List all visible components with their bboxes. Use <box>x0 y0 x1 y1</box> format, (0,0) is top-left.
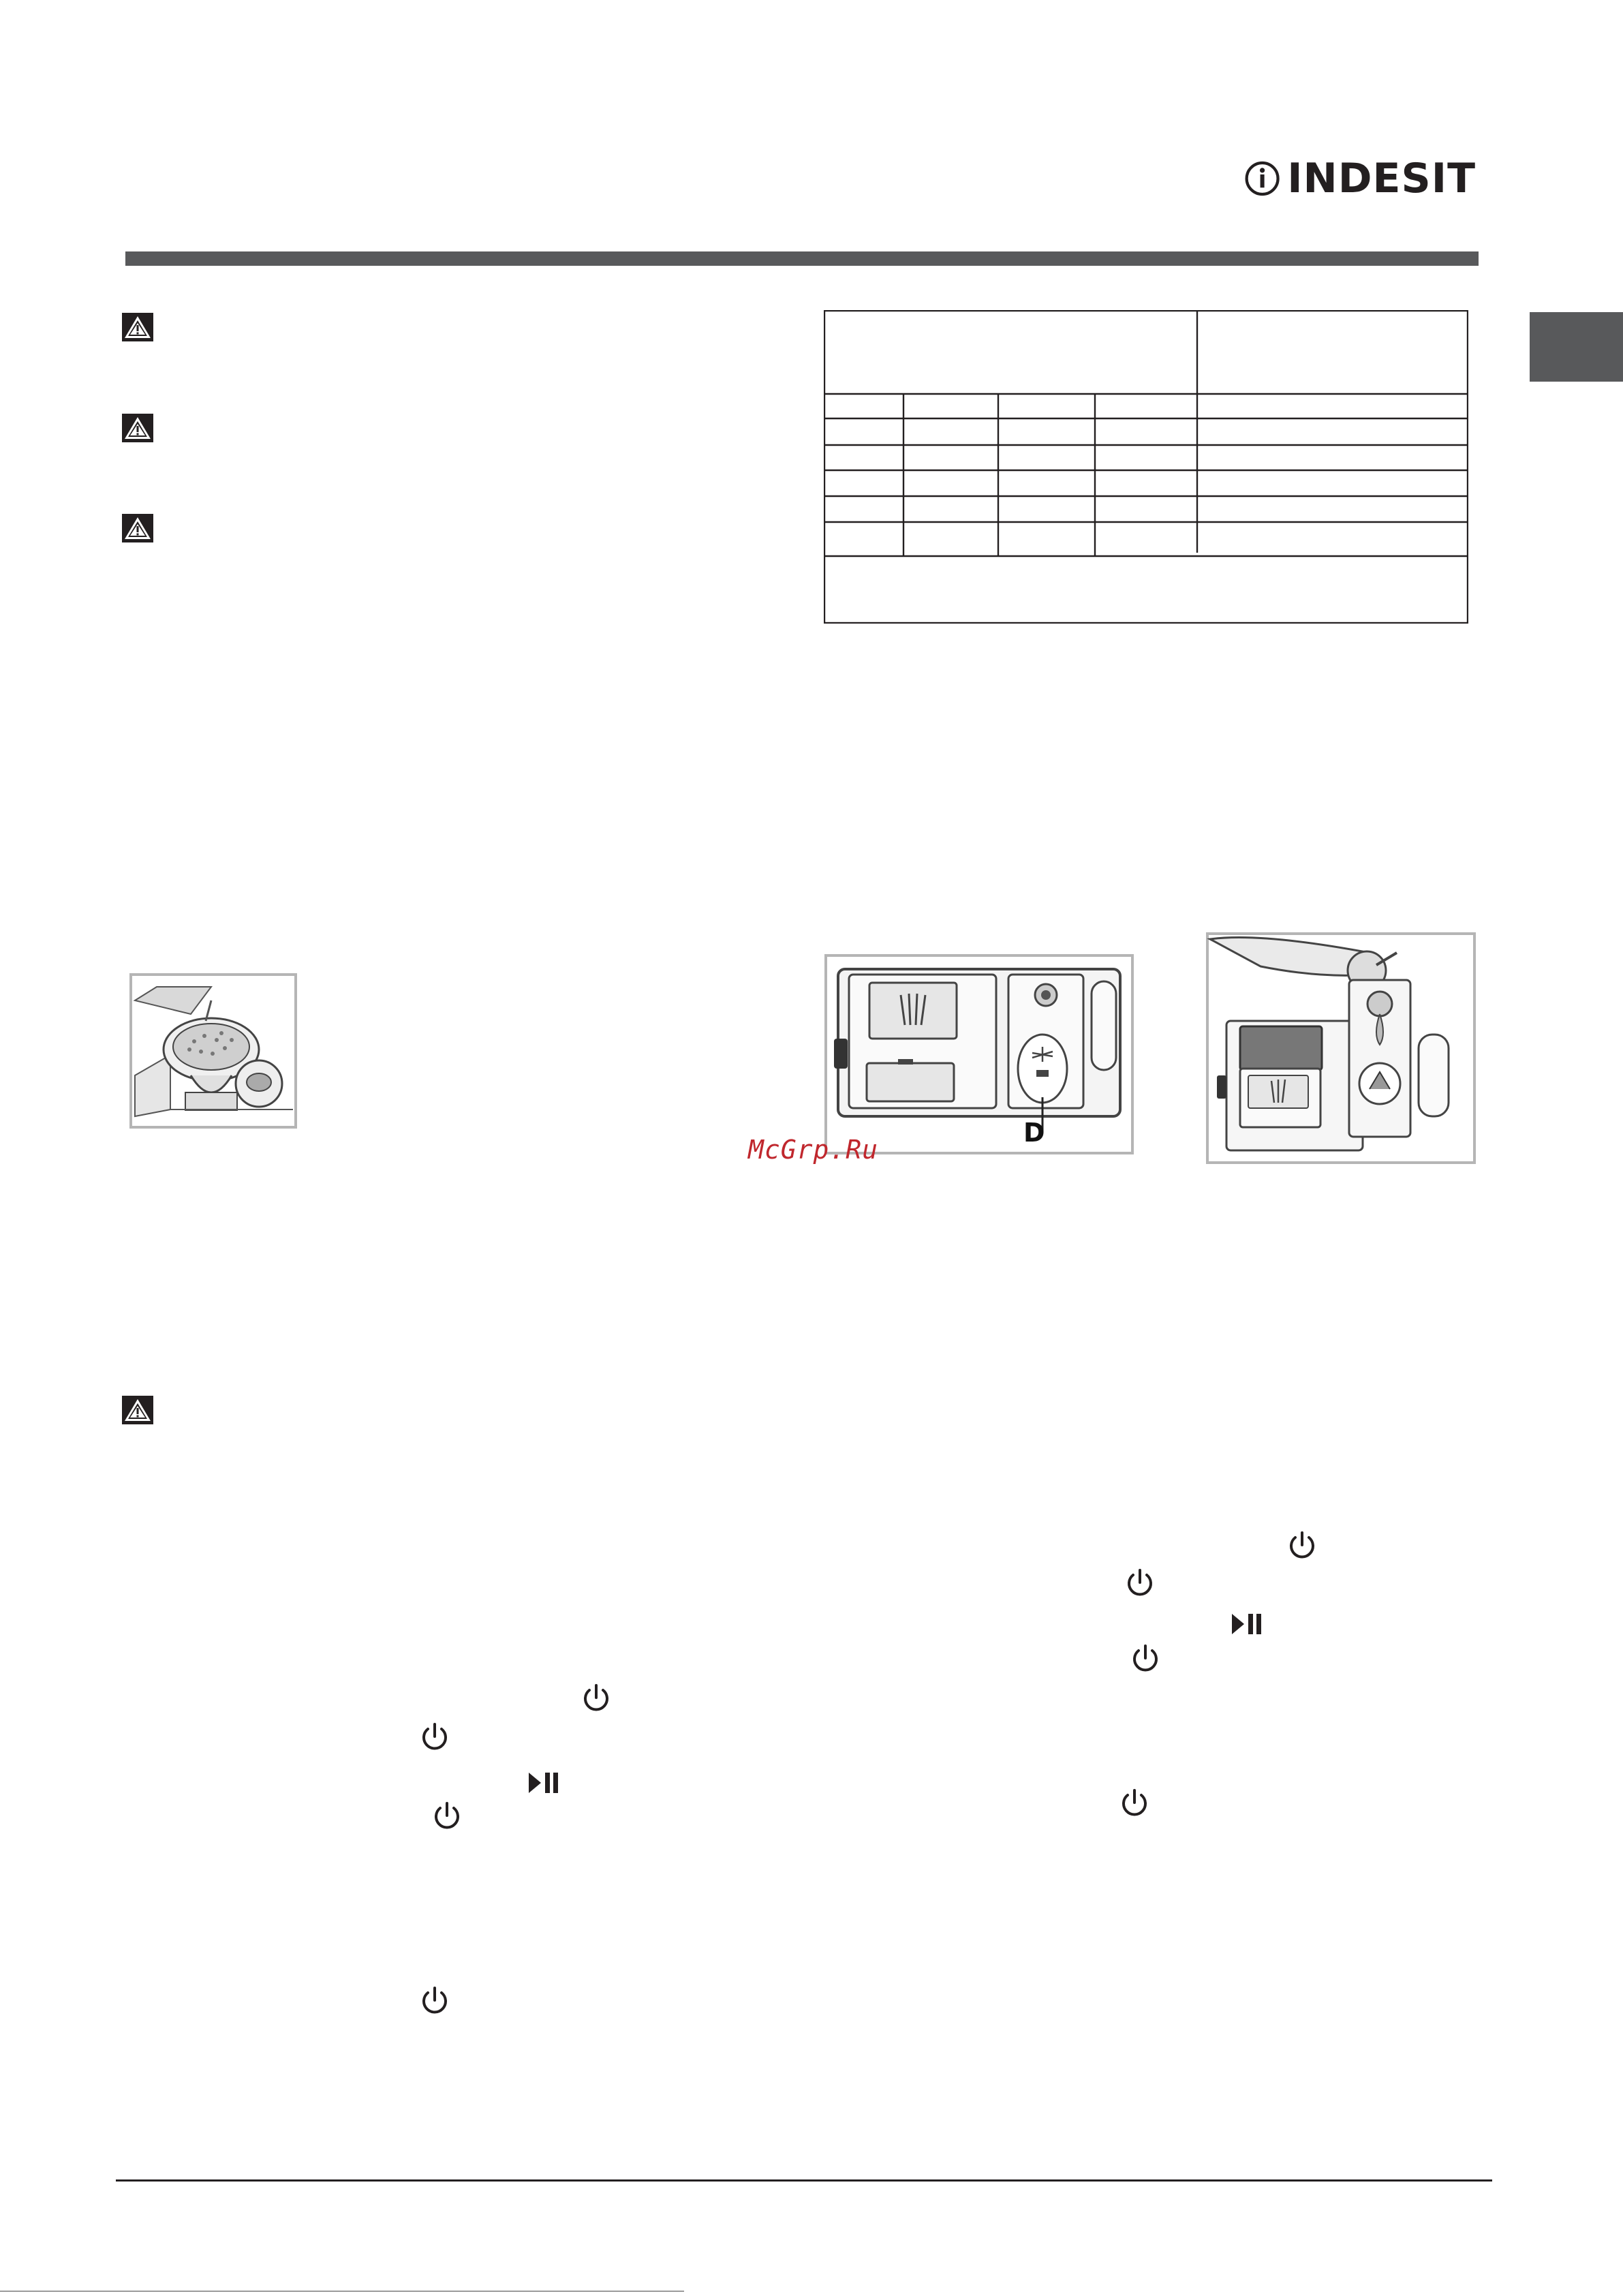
play-pause-icon <box>1231 1612 1265 1636</box>
power-icon <box>579 1681 613 1715</box>
play-pause-icon <box>527 1771 561 1794</box>
water-hardness-table <box>824 310 1468 624</box>
rinse-aid-figure <box>1206 932 1476 1164</box>
power-icon <box>1128 1642 1162 1676</box>
power-icon <box>1123 1566 1157 1600</box>
power-icon <box>1117 1786 1151 1820</box>
footer-rule <box>116 2179 1492 2182</box>
watermark: McGrp.Ru <box>748 1135 879 1165</box>
power-icon <box>430 1799 464 1833</box>
brand-name: INDESIT <box>1287 155 1476 202</box>
dispenser-label: D <box>1023 1118 1045 1148</box>
indesit-logo-icon <box>1244 149 1280 209</box>
warning-triangle-icon <box>121 413 154 443</box>
warning-triangle-icon <box>121 1395 154 1425</box>
power-icon <box>1285 1529 1319 1563</box>
warning-triangle-icon <box>121 513 154 543</box>
footer-thin-rule <box>0 2291 684 2292</box>
power-icon <box>418 1984 452 2018</box>
warning-triangle-icon <box>121 312 154 342</box>
header-rule <box>125 251 1479 266</box>
power-icon <box>418 1720 452 1754</box>
language-tab <box>1530 312 1623 382</box>
brand-logo <box>1244 146 1476 211</box>
salt-reservoir-figure <box>129 973 297 1129</box>
dispenser-figure <box>824 954 1134 1154</box>
